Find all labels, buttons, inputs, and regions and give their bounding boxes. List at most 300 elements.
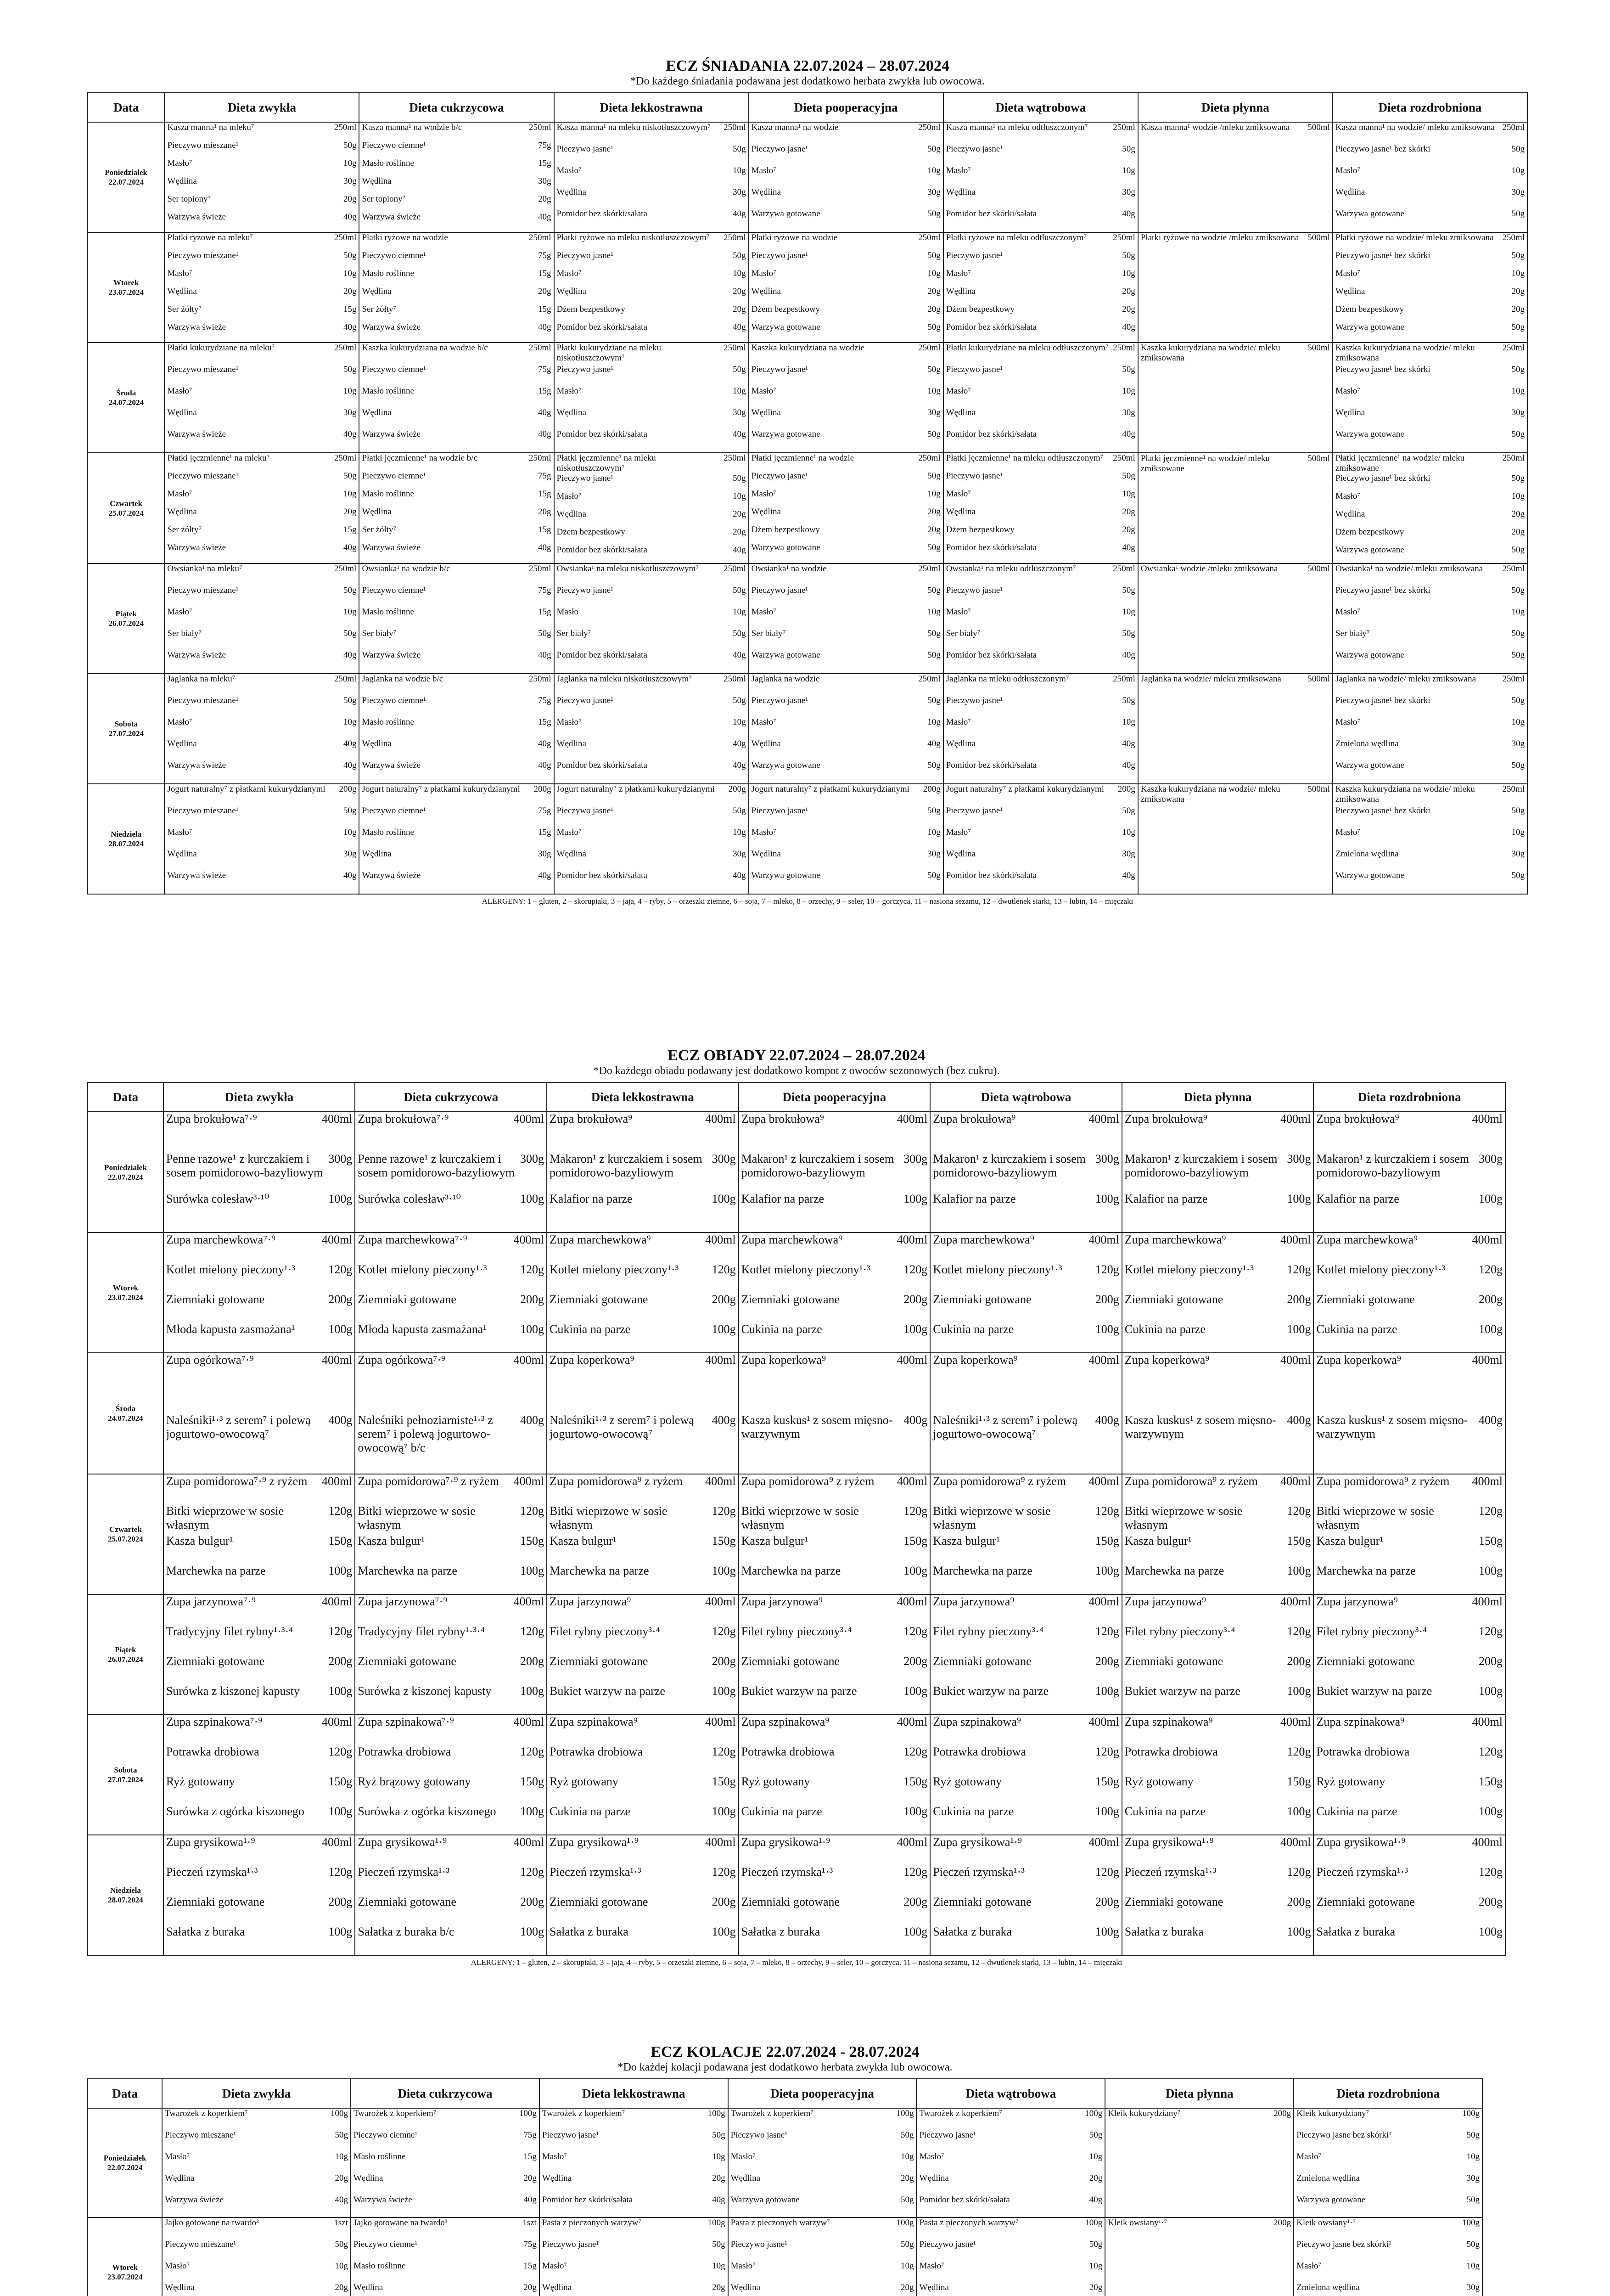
item-quantity: 50g bbox=[733, 806, 746, 816]
menu-item bbox=[165, 343, 359, 365]
meal-cell bbox=[554, 674, 749, 784]
item-name: Ziemniaki gotowane bbox=[741, 1293, 840, 1306]
item-quantity: 100g bbox=[1479, 1684, 1503, 1698]
menu-item bbox=[163, 2195, 350, 2217]
menu-item bbox=[555, 739, 748, 760]
item-name: Pieczywo jasne¹ bbox=[946, 806, 1003, 816]
menu-item bbox=[749, 166, 943, 187]
item-quantity: 250ml bbox=[1502, 453, 1525, 463]
item-quantity: 20g bbox=[343, 507, 357, 517]
item-name: Zupa szpinakowa⁹ bbox=[1316, 1715, 1405, 1728]
item-name: Bitki wieprzowe w sosie własnym bbox=[166, 1504, 284, 1531]
item-name: Pieczywo mieszane¹ bbox=[167, 471, 239, 481]
item-name: Kleik owsiany¹·⁷ bbox=[1296, 2218, 1356, 2228]
menu-item bbox=[165, 629, 359, 650]
menu-item bbox=[547, 1745, 738, 1775]
menu-item bbox=[749, 123, 943, 144]
menu-item bbox=[1333, 269, 1527, 287]
table-row bbox=[88, 2217, 1482, 2296]
menu-item bbox=[355, 1715, 546, 1745]
item-quantity: 100g bbox=[328, 1684, 353, 1698]
item-quantity: 50g bbox=[1122, 585, 1135, 595]
item-quantity: 30g bbox=[343, 408, 357, 417]
item-name: Masło⁷ bbox=[1296, 2152, 1322, 2161]
item-name: Pomidor bez skórki/sałata bbox=[556, 545, 647, 555]
item-name: Zupa brokułowa⁷·⁹ bbox=[358, 1112, 449, 1125]
meal-cell bbox=[1105, 2217, 1294, 2296]
item-quantity: 50g bbox=[1511, 473, 1525, 483]
item-name: Marchewka na parze bbox=[933, 1564, 1032, 1577]
item-quantity: 120g bbox=[1287, 1504, 1311, 1518]
item-quantity: 20g bbox=[712, 2173, 725, 2183]
item-name: Marchewka na parze bbox=[550, 1564, 649, 1577]
item-name: Twarożek z koperkiem⁷ bbox=[919, 2109, 1002, 2118]
item-name: Kasza bulgur¹ bbox=[358, 1534, 425, 1548]
meal-cell bbox=[359, 343, 554, 453]
item-name: Zupa marchewkowa⁷·⁹ bbox=[358, 1233, 467, 1246]
item-quantity: 100g bbox=[1095, 1925, 1119, 1938]
menu-item bbox=[944, 585, 1138, 607]
item-name: Naleśniki pełnoziarniste¹·³ z serem⁷ i polewą jogurtowo-owocową⁷ b/c bbox=[358, 1413, 493, 1454]
item-name: Ryż brązowy gotowany bbox=[358, 1775, 471, 1788]
item-name: Wędlina bbox=[556, 187, 586, 197]
item-name: Pieczywo jasne bez skórki¹ bbox=[1296, 2240, 1391, 2249]
item-name: Kaszka kukurydziana na wodzie/ mleku zmiksowana bbox=[1335, 784, 1475, 804]
item-quantity: 250ml bbox=[334, 343, 357, 353]
menu-item bbox=[163, 2130, 350, 2152]
menu-item bbox=[1314, 1152, 1505, 1192]
day-name: Środa bbox=[115, 1404, 135, 1413]
meal-cell bbox=[164, 674, 359, 784]
menu-item bbox=[359, 650, 553, 672]
day-name: Wtorek bbox=[112, 1283, 139, 1292]
menu-item bbox=[944, 304, 1138, 322]
day-name: Czwartek bbox=[109, 1525, 142, 1534]
item-name: Ziemniaki gotowane bbox=[1124, 1293, 1223, 1306]
item-quantity: 15g bbox=[538, 827, 551, 837]
item-quantity: 40g bbox=[1122, 650, 1135, 660]
menu-item bbox=[555, 545, 748, 563]
item-name: Owsianka¹ na wodzie/ mleku zmiksowana bbox=[1335, 564, 1483, 574]
menu-item bbox=[547, 1895, 738, 1925]
menu-item bbox=[931, 1504, 1122, 1534]
item-quantity: 10g bbox=[1511, 269, 1525, 278]
item-name: Warzywa gotowane bbox=[1335, 545, 1404, 555]
item-name: Zupa brokułowa⁹ bbox=[550, 1112, 633, 1125]
item-quantity: 200g bbox=[1479, 1654, 1503, 1668]
item-quantity: 100g bbox=[1095, 1192, 1119, 1205]
menu-item bbox=[1139, 564, 1332, 673]
item-quantity: 250ml bbox=[528, 674, 551, 684]
item-name: Jaglanka na mleku⁷ bbox=[167, 674, 236, 684]
item-quantity: 150g bbox=[1095, 1775, 1119, 1788]
item-quantity: 50g bbox=[733, 696, 746, 705]
item-name: Naleśniki¹·³ z serem⁷ i polewą jogurtowo-owocową⁷ bbox=[933, 1413, 1078, 1441]
item-quantity: 300g bbox=[328, 1152, 353, 1165]
item-name: Masło⁷ bbox=[167, 607, 192, 617]
menu-item bbox=[1294, 2240, 1482, 2261]
meal-cell bbox=[739, 1594, 931, 1715]
item-name: Kasza manna¹ na mleku niskotłuszczowym⁷ bbox=[556, 123, 711, 132]
menu-item bbox=[1314, 1895, 1505, 1925]
item-quantity: 250ml bbox=[1113, 123, 1135, 132]
menu-item bbox=[547, 1805, 738, 1835]
menu-item bbox=[355, 1835, 546, 1865]
item-quantity: 20g bbox=[900, 2173, 914, 2183]
item-quantity: 120g bbox=[903, 1504, 928, 1518]
menu-item bbox=[165, 507, 359, 525]
menu-item bbox=[729, 2109, 916, 2130]
item-quantity: 250ml bbox=[1502, 343, 1525, 353]
item-quantity: 250ml bbox=[528, 343, 551, 353]
item-name: Pomidor bez skórki/sałata bbox=[946, 429, 1037, 439]
item-quantity: 10g bbox=[712, 2261, 725, 2271]
item-name: Cukinia na parze bbox=[933, 1322, 1014, 1336]
item-name: Wędlina bbox=[362, 849, 392, 859]
menu-item bbox=[351, 2152, 539, 2173]
menu-item bbox=[944, 806, 1138, 827]
item-name: Kasza manna¹ na mleku odtłuszczonym⁷ bbox=[946, 123, 1088, 132]
menu-item bbox=[164, 1233, 355, 1263]
menu-item bbox=[555, 144, 748, 166]
item-quantity: 40g bbox=[343, 871, 357, 880]
menu-item bbox=[1122, 1805, 1313, 1835]
meal-cell bbox=[943, 232, 1138, 343]
item-name: Wędlina bbox=[167, 408, 197, 417]
item-name: Kasza manna¹ wodzie /mleku zmiksowana bbox=[1140, 123, 1290, 132]
item-quantity: 250ml bbox=[918, 123, 941, 132]
item-quantity: 75g bbox=[538, 251, 551, 260]
day-date: 25.07.2024 bbox=[108, 1535, 143, 1543]
item-quantity: 400g bbox=[1479, 1413, 1503, 1427]
item-quantity: 10g bbox=[1122, 166, 1135, 175]
table-row bbox=[88, 2108, 1482, 2217]
item-quantity: 300g bbox=[1095, 1152, 1119, 1165]
menu-item bbox=[359, 453, 553, 471]
item-name: Ser biały⁷ bbox=[1335, 629, 1370, 638]
menu-item bbox=[1122, 1775, 1313, 1805]
item-quantity: 120g bbox=[328, 1865, 353, 1879]
item-name: Masło⁷ bbox=[1335, 827, 1360, 837]
meal-cell bbox=[930, 1232, 1122, 1353]
column-header: Dieta rozdrobniona bbox=[1294, 2079, 1482, 2108]
menu-item bbox=[749, 650, 943, 672]
item-quantity: 40g bbox=[538, 408, 551, 417]
item-name: Pomidor bez skórki/sałata bbox=[556, 871, 647, 880]
menu-item bbox=[931, 1654, 1122, 1684]
item-quantity: 100g bbox=[520, 1564, 544, 1577]
menu-item bbox=[1122, 1353, 1313, 1413]
item-quantity: 40g bbox=[1122, 871, 1135, 880]
item-quantity: 400ml bbox=[897, 1835, 928, 1849]
day-date: 24.07.2024 bbox=[108, 1414, 143, 1423]
item-name: Kasza kuskus¹ z sosem mięsno-warzywnym bbox=[741, 1413, 893, 1441]
item-name: Bitki wieprzowe w sosie własnym bbox=[1124, 1504, 1243, 1531]
meal-cell bbox=[547, 1353, 739, 1474]
item-quantity: 400g bbox=[1095, 1413, 1119, 1427]
day-date: 24.07.2024 bbox=[108, 398, 144, 407]
menu-item bbox=[1333, 365, 1527, 386]
day-name: Wtorek bbox=[112, 2263, 138, 2272]
item-quantity: 20g bbox=[900, 2283, 914, 2292]
item-name: Twarożek z koperkiem⁷ bbox=[353, 2109, 437, 2118]
menu-item bbox=[165, 176, 359, 194]
item-quantity: 50g bbox=[733, 251, 746, 260]
menu-item bbox=[944, 365, 1138, 386]
day-date: 25.07.2024 bbox=[108, 508, 144, 518]
menu-item bbox=[1333, 408, 1527, 429]
item-name: Warzywa świeże bbox=[362, 650, 421, 660]
column-header: Dieta cukrzycowa bbox=[351, 2079, 539, 2108]
menu-item bbox=[1333, 784, 1527, 806]
item-quantity: 100g bbox=[1287, 1192, 1311, 1205]
item-name: Pieczeń rzymska¹·³ bbox=[1124, 1865, 1217, 1879]
item-name: Płatki ryżowe na mleku odtłuszczonym⁷ bbox=[946, 233, 1087, 242]
item-name: Kasza manna¹ na wodzie/ mleku zmiksowana bbox=[1335, 123, 1495, 132]
menu-item bbox=[739, 1534, 930, 1564]
item-quantity: 200g bbox=[328, 1293, 353, 1306]
item-quantity: 50g bbox=[927, 471, 941, 481]
item-quantity: 50g bbox=[900, 2195, 914, 2205]
item-name: Płatki ryżowe na mleku niskotłuszczowym⁷ bbox=[556, 233, 710, 242]
item-quantity: 400ml bbox=[321, 1474, 353, 1488]
meal-cell bbox=[1105, 2108, 1294, 2217]
item-quantity: 20g bbox=[733, 304, 746, 314]
item-quantity: 200g bbox=[1095, 1654, 1119, 1668]
breakfast-section bbox=[87, 57, 1528, 906]
item-quantity: 120g bbox=[1095, 1504, 1119, 1518]
item-name: Pomidor bez skórki/sałata bbox=[556, 209, 647, 219]
item-name: Masło⁷ bbox=[919, 2261, 944, 2271]
meal-cell bbox=[1138, 232, 1333, 343]
item-name: Masło⁷ bbox=[556, 827, 582, 837]
item-quantity: 400ml bbox=[1280, 1112, 1311, 1125]
item-name: Ser topiony⁷ bbox=[362, 194, 406, 204]
menu-item bbox=[931, 1865, 1122, 1895]
menu-item bbox=[1314, 1564, 1505, 1594]
item-quantity: 50g bbox=[1122, 251, 1135, 260]
meal-cell bbox=[547, 1232, 739, 1353]
item-quantity: 250ml bbox=[1502, 123, 1525, 132]
menu-item bbox=[355, 1684, 546, 1714]
item-quantity: 150g bbox=[712, 1534, 736, 1548]
menu-item bbox=[917, 2195, 1105, 2217]
menu-item bbox=[555, 585, 748, 607]
item-quantity: 400ml bbox=[1088, 1835, 1119, 1849]
meal-cell bbox=[739, 1715, 931, 1835]
item-quantity: 120g bbox=[903, 1865, 928, 1879]
menu-item bbox=[165, 287, 359, 304]
item-quantity: 30g bbox=[733, 849, 746, 859]
item-name: Ser żółty⁷ bbox=[167, 525, 202, 535]
menu-item bbox=[359, 141, 553, 158]
item-name: Pieczywo jasne¹ bbox=[751, 696, 808, 705]
item-name: Wędlina bbox=[556, 509, 586, 519]
item-name: Pomidor bez skórki/sałata bbox=[542, 2195, 633, 2205]
meal-cell bbox=[1333, 453, 1527, 563]
menu-item bbox=[917, 2109, 1105, 2130]
item-name: Kleik kukurydziany⁷ bbox=[1108, 2109, 1181, 2118]
item-quantity: 400ml bbox=[705, 1353, 736, 1367]
item-name: Warzywa gotowane bbox=[1335, 871, 1404, 880]
item-name: Wędlina bbox=[946, 187, 976, 197]
column-header: Dieta lekkostrawna bbox=[547, 1082, 739, 1112]
menu-item bbox=[1333, 473, 1527, 491]
item-name: Płatki jęczmienne¹ na wodzie b/c bbox=[362, 453, 478, 463]
item-name: Masło roślinne bbox=[353, 2261, 406, 2271]
menu-item bbox=[749, 717, 943, 739]
menu-item bbox=[944, 471, 1138, 489]
item-quantity: 200g bbox=[903, 1895, 928, 1908]
item-name: Kasza bulgur¹ bbox=[741, 1534, 808, 1548]
menu-item bbox=[555, 871, 748, 892]
menu-item bbox=[355, 1925, 546, 1955]
day-cell bbox=[88, 453, 164, 563]
menu-item bbox=[165, 212, 359, 230]
day-cell bbox=[88, 563, 164, 674]
item-quantity: 400ml bbox=[321, 1353, 353, 1367]
menu-item bbox=[165, 471, 359, 489]
item-quantity: 400ml bbox=[1280, 1835, 1311, 1849]
menu-item bbox=[555, 429, 748, 451]
item-name: Pieczeń rzymska¹·³ bbox=[550, 1865, 641, 1879]
menu-item bbox=[944, 871, 1138, 892]
menu-item bbox=[944, 507, 1138, 525]
menu-item bbox=[931, 1192, 1122, 1232]
table-row bbox=[88, 784, 1527, 894]
menu-item bbox=[944, 251, 1138, 269]
menu-item bbox=[1314, 1322, 1505, 1352]
item-name: Warzywa gotowane bbox=[1335, 760, 1404, 770]
item-name: Bitki wieprzowe w sosie własnym bbox=[550, 1504, 668, 1531]
item-quantity: 150g bbox=[1479, 1775, 1503, 1788]
menu-item bbox=[164, 1322, 355, 1352]
item-name: Pomidor bez skórki/sałata bbox=[556, 322, 647, 332]
menu-item bbox=[931, 1353, 1122, 1413]
item-name: Jaglanka na wodzie b/c bbox=[362, 674, 443, 684]
item-quantity: 40g bbox=[343, 429, 357, 439]
item-quantity: 500ml bbox=[1307, 233, 1330, 242]
menu-item bbox=[355, 1353, 546, 1413]
item-name: Pieczywo mieszane¹ bbox=[167, 806, 239, 816]
item-quantity: 75g bbox=[538, 141, 551, 150]
item-quantity: 500ml bbox=[1307, 784, 1330, 794]
menu-item bbox=[1139, 233, 1332, 342]
item-name: Dżem bezpestkowy bbox=[751, 525, 820, 535]
menu-item bbox=[555, 287, 748, 304]
item-name: Ziemniaki gotowane bbox=[933, 1293, 1032, 1306]
item-name: Penne razowe¹ z kurczakiem i sosem pomidorowo-bazyliowym bbox=[358, 1152, 515, 1179]
meal-cell bbox=[359, 232, 554, 343]
item-name: Wędlina bbox=[946, 408, 976, 417]
menu-item bbox=[547, 1233, 738, 1263]
item-name: Zupa ogórkowa⁷·⁹ bbox=[358, 1353, 446, 1367]
item-quantity: 30g bbox=[927, 849, 941, 859]
meal-cell bbox=[1122, 1715, 1314, 1835]
item-quantity: 200g bbox=[1287, 1654, 1311, 1668]
header-row bbox=[88, 1082, 1505, 1112]
meal-cell bbox=[554, 784, 749, 894]
menu-item bbox=[944, 233, 1138, 251]
item-name: Płatki ryżowe na wodzie bbox=[751, 233, 837, 242]
item-name: Wędlina bbox=[919, 2283, 949, 2292]
table-row bbox=[88, 674, 1527, 784]
meal-cell bbox=[943, 122, 1138, 232]
item-name: Zupa koperkowa⁹ bbox=[933, 1353, 1018, 1367]
supper-section bbox=[87, 2043, 1483, 2296]
item-quantity: 50g bbox=[335, 2130, 348, 2140]
item-name: Warzywa świeże bbox=[362, 543, 421, 552]
item-name: Cukinia na parze bbox=[1124, 1322, 1206, 1336]
menu-item bbox=[355, 1534, 546, 1564]
item-quantity: 20g bbox=[1089, 2283, 1103, 2292]
item-quantity: 100g bbox=[1479, 1805, 1503, 1818]
menu-item bbox=[555, 269, 748, 287]
item-name: Zupa jarzynowa⁷·⁹ bbox=[166, 1595, 256, 1608]
table-row bbox=[88, 453, 1527, 563]
meal-cell bbox=[547, 1835, 739, 1955]
item-quantity: 75g bbox=[538, 365, 551, 374]
item-name: Cukinia na parze bbox=[741, 1322, 822, 1336]
item-name: Pieczywo jasne¹ bbox=[556, 585, 613, 595]
meal-cell bbox=[163, 1353, 355, 1474]
item-name: Kotlet mielony pieczony¹·³ bbox=[1316, 1263, 1446, 1276]
item-name: Masło⁷ bbox=[167, 489, 192, 499]
meal-cell bbox=[355, 1474, 547, 1594]
menu-item bbox=[1122, 1595, 1313, 1625]
item-name: Pieczywo mieszane¹ bbox=[167, 251, 239, 260]
item-quantity: 50g bbox=[927, 322, 941, 332]
menu-item bbox=[165, 429, 359, 451]
item-name: Kasza bulgur¹ bbox=[1316, 1534, 1384, 1548]
meal-cell bbox=[355, 1715, 547, 1835]
item-quantity: 100g bbox=[1287, 1805, 1311, 1818]
item-quantity: 10g bbox=[343, 489, 357, 499]
item-quantity: 100g bbox=[1479, 1925, 1503, 1938]
item-name: Masło roślinne bbox=[362, 489, 414, 499]
day-cell bbox=[88, 1835, 163, 1955]
item-quantity: 20g bbox=[335, 2283, 348, 2292]
item-quantity: 40g bbox=[733, 322, 746, 332]
item-name: Ziemniaki gotowane bbox=[550, 1895, 648, 1908]
day-cell bbox=[88, 122, 164, 232]
item-quantity: 50g bbox=[343, 251, 357, 260]
item-quantity: 400ml bbox=[705, 1715, 736, 1728]
item-quantity: 40g bbox=[733, 650, 746, 660]
menu-item bbox=[749, 806, 943, 827]
item-quantity: 50g bbox=[1511, 545, 1525, 555]
item-name: Pieczywo jasne¹ bbox=[542, 2240, 599, 2249]
item-name: Wędlina bbox=[751, 287, 781, 296]
table-header bbox=[88, 1082, 1505, 1112]
item-quantity: 10g bbox=[1511, 491, 1525, 501]
day-name: Czwartek bbox=[110, 499, 143, 508]
item-name: Masło⁷ bbox=[542, 2152, 567, 2161]
menu-item bbox=[359, 507, 553, 525]
item-name: Wędlina bbox=[1335, 408, 1365, 417]
item-name: Wędlina bbox=[1335, 509, 1365, 519]
item-quantity: 50g bbox=[927, 429, 941, 439]
item-quantity: 100g bbox=[903, 1564, 928, 1577]
day-cell bbox=[88, 1353, 163, 1474]
item-quantity: 400ml bbox=[1280, 1353, 1311, 1367]
item-quantity: 10g bbox=[927, 489, 941, 499]
menu-item bbox=[1314, 1534, 1505, 1564]
day-date: 22.07.2024 bbox=[108, 178, 144, 186]
menu-item bbox=[917, 2173, 1105, 2195]
menu-item bbox=[739, 1835, 930, 1865]
item-quantity: 40g bbox=[343, 212, 357, 222]
